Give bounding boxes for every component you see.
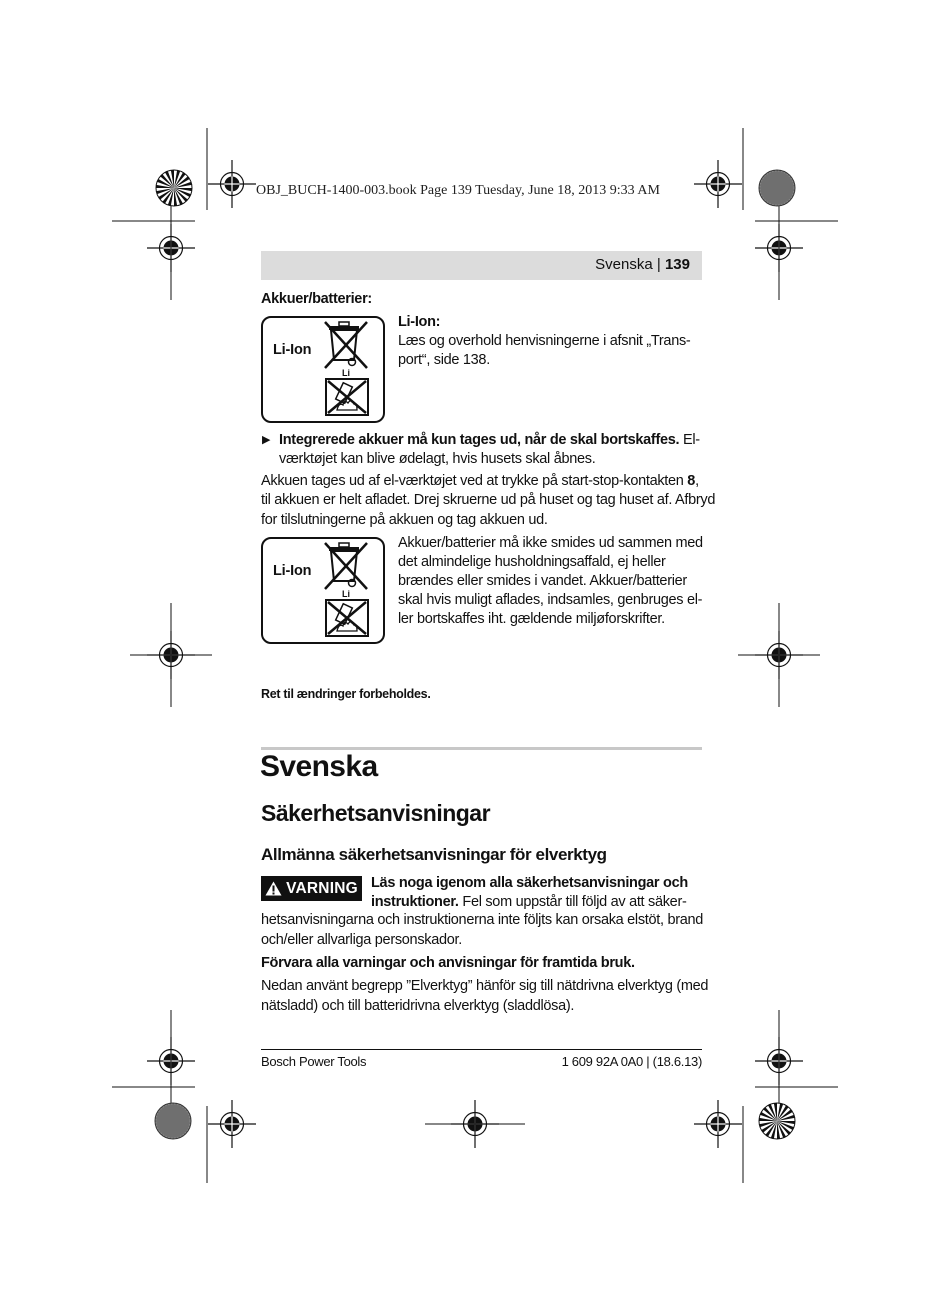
starburst-target-icon <box>759 1103 795 1139</box>
footer-brand: Bosch Power Tools <box>261 1054 367 1069</box>
no-fire-icon <box>325 378 369 416</box>
liion-symbol-box <box>261 537 385 644</box>
footer-rule <box>261 1049 702 1050</box>
liion-label: Li-Ion <box>273 342 312 358</box>
footer-doc-number: 1 609 92A 0A0 | (18.6.13) <box>561 1054 702 1069</box>
bullet-marker: ▶ <box>262 434 271 446</box>
gray-target-icon <box>759 170 795 206</box>
running-head-separator: | <box>656 256 661 273</box>
bullet-bold-text: Integrerede akkuer må kun tages ud, når de skal bortskaffes. <box>279 432 680 448</box>
disposal-line: skal hvis muligt aflades, indsamles, genbruges el- <box>398 592 703 608</box>
gray-target-icon <box>155 1103 191 1139</box>
subsection-title: Allmänna säkerhetsanvisningar för elverktyg <box>261 845 607 864</box>
warning-line-4: och/eller allvarliga personskador. <box>261 932 462 948</box>
file-slug: OBJ_BUCH-1400-003.book Page 139 Tuesday, June 18, 2013 9:33 AM <box>256 183 660 198</box>
removal-line-3: for tilslutningerne på akkuen og tag akkuen ud. <box>261 512 548 528</box>
warning-rest: Fel som uppstår till följd av att säker- <box>458 894 687 910</box>
liion-symbol-box <box>261 316 385 423</box>
removal-text: Akkuen tages ud af el-værktøjet ved at trykke på start-stop-kontakten <box>261 473 688 489</box>
section-heading-batteries: Akkuer/batterier: <box>261 291 372 307</box>
definition-line: Nedan använt begrepp ”Elverktyg” hänför sig till nätdrivna elverktyg (med <box>261 978 709 994</box>
liion-heading: Li-Ion: <box>398 314 441 330</box>
crosshair-icon <box>208 1100 256 1148</box>
liion-text-line: Læs og overhold henvisningerne i afsnit „Trans- <box>398 333 691 349</box>
bullet-line-2: værktøjet kan blive ødelagt, hvis husets skal åbnes. <box>279 451 596 467</box>
crossed-bin-icon <box>321 541 383 599</box>
bullet-line <box>279 430 700 450</box>
warning-bold-line: Läs noga igenom alla säkerhetsanvisningar och <box>371 875 688 891</box>
warning-line-3: hetsanvisningarna och instruktionerna inte följts kan orsaka elstöt, brand <box>261 912 704 928</box>
crop-lines <box>112 128 838 1183</box>
no-fire-icon <box>325 599 369 637</box>
reserve-note: Ret til ændringer forbeholdes. <box>261 687 431 701</box>
disposal-line: ler bortskaffes iht. gældende miljøforskrifter. <box>398 611 665 627</box>
warning-triangle-icon <box>265 881 282 896</box>
page-number: 139 <box>664 256 690 273</box>
liion-text-line: port“, side 138. <box>398 352 490 368</box>
language-title: Svenska <box>260 750 378 783</box>
warning-bold-end: instruktioner. <box>371 894 459 910</box>
starburst-target-icon <box>156 170 192 206</box>
liion-label: Li-Ion <box>273 563 312 579</box>
removal-line-2: til akkuen er helt afladet. Drej skruerne ud på huset og tag huset af. Afbryd <box>261 492 716 508</box>
warning-badge <box>261 876 362 901</box>
crossed-bin-icon <box>321 320 383 378</box>
removal-line-1 <box>261 471 699 491</box>
keep-instructions: Förvara alla varningar och anvisningar för framtida bruk. <box>261 955 635 971</box>
running-head <box>261 251 702 280</box>
warning-line-2 <box>371 892 687 912</box>
switch-reference-number: 8 <box>687 473 696 489</box>
running-head-language: Svenska <box>595 256 653 273</box>
li-mark: Li <box>342 589 350 599</box>
removal-comma: , <box>695 473 699 489</box>
crosshair-icon <box>208 160 256 208</box>
definition-line: nätsladd) och till batteridrivna elverktyg (sladdlösa). <box>261 998 575 1014</box>
disposal-line: det almindelige husholdningsaffald, ej heller <box>398 554 666 570</box>
li-mark: Li <box>342 368 350 378</box>
crosshair-icon <box>694 1100 742 1148</box>
crosshair-icon <box>694 160 742 208</box>
disposal-line: Akkuer/batterier må ikke smides ud sammen med <box>398 535 703 551</box>
warning-badge-label: VARNING <box>286 879 358 897</box>
section-title: Säkerhetsanvisningar <box>261 800 491 826</box>
disposal-line: brændes eller smides i vandet. Akkuer/batterier <box>398 573 687 589</box>
bullet-rest-text: El- <box>679 432 700 448</box>
